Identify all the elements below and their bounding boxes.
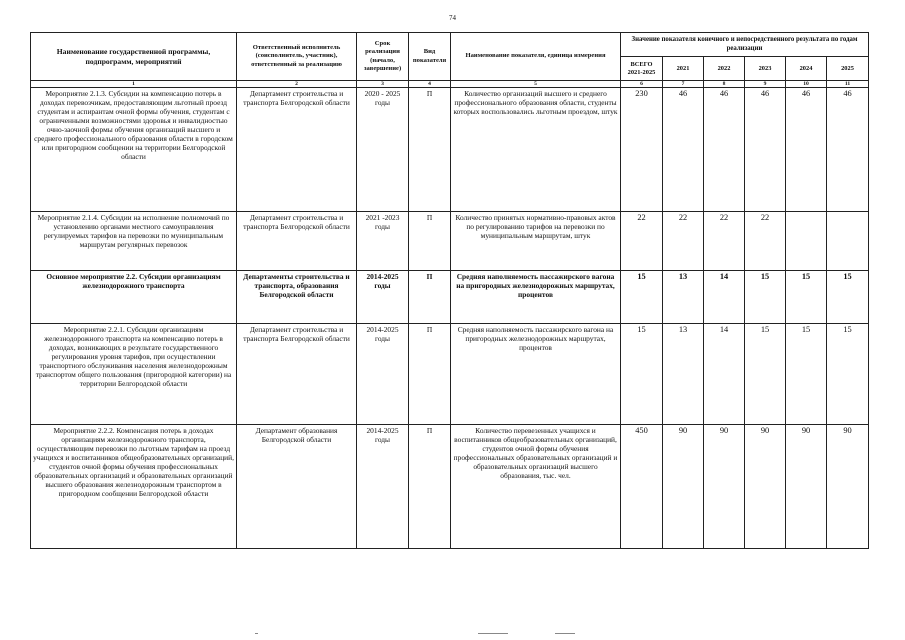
term-cell: 2014-2025 годы — [357, 324, 409, 425]
total-cell: 450 — [621, 425, 663, 549]
program-cell: Мероприятие 2.1.3. Субсидии на компенсацию потерь в доходах перевозчикам, предоставляющим льготный проезд студентам и аспирантам очной формы обучения, студентам с ограниченными возможностями здоровья и инвалидностью очно-заочной формы обучения организаций высшего и среднего профессионального образования области в городском или пригородном сообщении на территории Белгородской области — [31, 88, 237, 212]
column-number: 6 — [621, 81, 663, 88]
column-number: 11 — [827, 81, 869, 88]
header-year-2022: 2022 — [704, 57, 745, 81]
value-2023-cell: 22 — [745, 212, 786, 271]
header-total: ВСЕГО 2021-2025 — [621, 57, 663, 81]
header-indicator-type: Вид показателя — [409, 33, 451, 81]
header-year-2024: 2024 — [786, 57, 827, 81]
executor-cell: Департамент образования Белгородской области — [237, 425, 357, 549]
total-cell: 22 — [621, 212, 663, 271]
header-indicator-name: Наименование показателя, единица измерения — [451, 33, 621, 81]
indicator-cell: Средняя наполняемость пассажирского вагона на пригородных железнодорожных маршрутах, процентов — [451, 271, 621, 324]
scan-artifact — [555, 633, 575, 634]
column-number: 3 — [357, 81, 409, 88]
value-2021-cell: 46 — [663, 88, 704, 212]
type-cell: П — [409, 212, 451, 271]
value-2022-cell: 46 — [704, 88, 745, 212]
column-number: 7 — [663, 81, 704, 88]
scan-artifacts — [0, 630, 905, 640]
table-row — [31, 324, 869, 425]
value-2024-cell: 15 — [786, 324, 827, 425]
value-2025-cell: 46 — [827, 88, 869, 212]
column-number: 10 — [786, 81, 827, 88]
value-2024-cell: 15 — [786, 271, 827, 324]
program-cell: Мероприятие 2.2.1. Субсидии организациям железнодорожного транспорта на компенсацию потерь в доходах, возникающих в результате государственного регулирования уровня тарифов, при осуществлении транспортного обслуживания населения железнодорожным транспортом общего пользования (пригородной категории) на территории Белгородской области — [31, 324, 237, 425]
header-year-2021: 2021 — [663, 57, 704, 81]
column-number: 1 — [31, 81, 237, 88]
column-number: 9 — [745, 81, 786, 88]
page-number: 74 — [449, 14, 456, 22]
program-indicators-table — [30, 32, 869, 549]
value-2023-cell: 46 — [745, 88, 786, 212]
column-number: 4 — [409, 81, 451, 88]
header-executor: Ответственный исполнитель (соисполнитель, участник), ответственный за реализацию — [237, 33, 357, 81]
type-cell: П — [409, 324, 451, 425]
value-2025-cell — [827, 212, 869, 271]
indicator-cell: Количество организаций высшего и среднего профессионального образования области, студенты которых воспользовались льготным проездом, штук — [451, 88, 621, 212]
header-program: Наименование государственной программы, подпрограмм, мероприятий — [31, 33, 237, 81]
value-2023-cell: 15 — [745, 324, 786, 425]
scan-artifact — [255, 633, 258, 634]
total-cell: 15 — [621, 271, 663, 324]
type-cell: П — [409, 271, 451, 324]
table-row — [31, 88, 869, 212]
scan-artifact — [478, 633, 508, 634]
value-2021-cell: 13 — [663, 324, 704, 425]
executor-cell: Департамент строительства и транспорта Белгородской области — [237, 324, 357, 425]
program-cell: Мероприятие 2.2.2. Компенсация потерь в доходах организациям железнодорожного транспорта, осуществляющим перевозки по льготным тарифам на проезд учащихся и воспитанников общеобразовательных организаций, студентов очной формы обучения профессиональных образовательных организаций и образовательных организаций высшего образования железнодорожным транспортом в пригородном сообщении Белгородской области — [31, 425, 237, 549]
value-2021-cell: 22 — [663, 212, 704, 271]
value-2025-cell: 15 — [827, 324, 869, 425]
type-cell: П — [409, 425, 451, 549]
type-cell: П — [409, 88, 451, 212]
header-term: Срок реализации (начало, завершение) — [357, 33, 409, 81]
table-row — [31, 212, 869, 271]
indicator-cell: Количество перевезенных учащихся и воспитанников общеобразовательных организаций, студентов очной формы обучения профессиональных образовательных организаций и образовательных организаций высшего образования, тыс. чел. — [451, 425, 621, 549]
value-2024-cell — [786, 212, 827, 271]
executor-cell: Департамент строительства и транспорта Белгородской области — [237, 88, 357, 212]
executor-cell: Департаменты строительства и транспорта, образования Белгородской области — [237, 271, 357, 324]
executor-cell: Департамент строительства и транспорта Белгородской области — [237, 212, 357, 271]
value-2025-cell: 15 — [827, 271, 869, 324]
indicator-cell: Средняя наполняемость пассажирского вагона на пригородных железнодорожных маршрутах, процентов — [451, 324, 621, 425]
term-cell: 2020 - 2025 годы — [357, 88, 409, 212]
term-cell: 2014-2025 годы — [357, 425, 409, 549]
value-2023-cell: 15 — [745, 271, 786, 324]
header-year-2023: 2023 — [745, 57, 786, 81]
value-2024-cell: 46 — [786, 88, 827, 212]
table-row — [31, 425, 869, 549]
table-row — [31, 271, 869, 324]
term-cell: 2014-2025 годы — [357, 271, 409, 324]
value-2025-cell: 90 — [827, 425, 869, 549]
column-number: 8 — [704, 81, 745, 88]
program-cell: Мероприятие 2.1.4. Субсидии на исполнение полномочий по установлению органами местного самоуправления регулируемых тарифов на перевозки по муниципальным маршрутам регулярных перевозок — [31, 212, 237, 271]
value-2021-cell: 90 — [663, 425, 704, 549]
header-values-title: Значение показателя конечного и непосредственного результата по годам реализации — [621, 33, 869, 57]
header-year-2025: 2025 — [827, 57, 869, 81]
value-2022-cell: 14 — [704, 324, 745, 425]
term-cell: 2021 -2023 годы — [357, 212, 409, 271]
value-2022-cell: 90 — [704, 425, 745, 549]
value-2021-cell: 13 — [663, 271, 704, 324]
value-2022-cell: 22 — [704, 212, 745, 271]
column-number: 5 — [451, 81, 621, 88]
total-cell: 15 — [621, 324, 663, 425]
column-number: 2 — [237, 81, 357, 88]
value-2024-cell: 90 — [786, 425, 827, 549]
value-2022-cell: 14 — [704, 271, 745, 324]
column-numbers-row — [31, 81, 869, 88]
total-cell: 230 — [621, 88, 663, 212]
indicator-cell: Количество принятых нормативно-правовых актов по регулированию тарифов на перевозки по муниципальным маршрутам, штук — [451, 212, 621, 271]
program-cell: Основное мероприятие 2.2. Субсидии организациям железнодорожного транспорта — [31, 271, 237, 324]
value-2023-cell: 90 — [745, 425, 786, 549]
